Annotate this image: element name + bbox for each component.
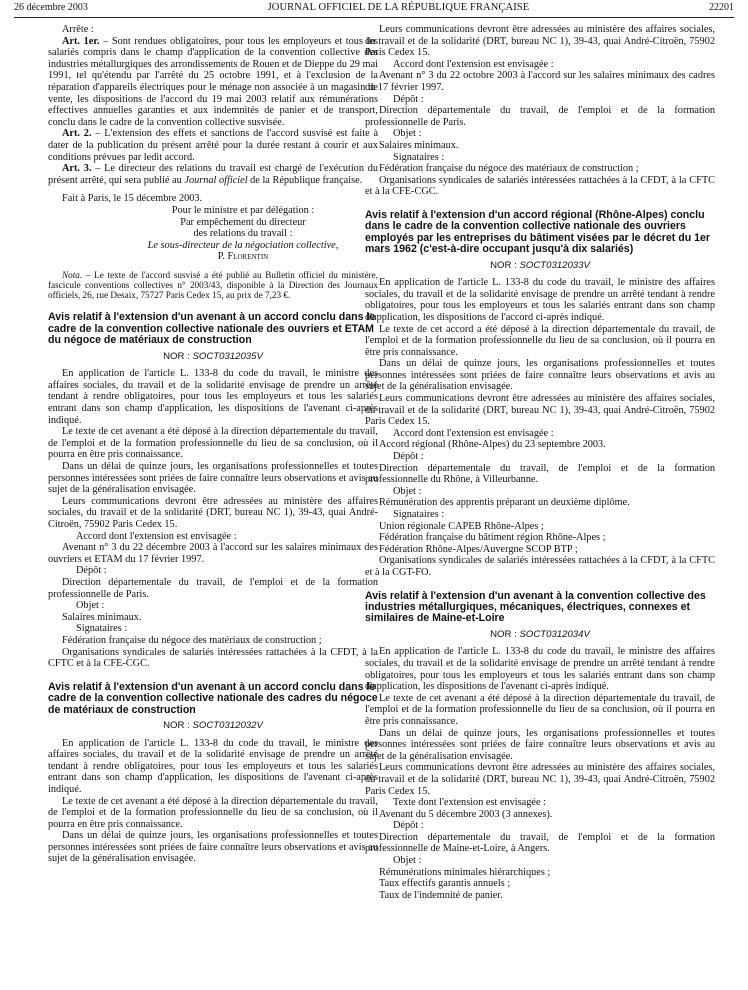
avis-2-paragraph: En application de l'article L. 133-8 du code du travail, le ministre des affaires sociales, du travail et de la solidarité envisage de prendre un arrêté tendant à rendre obligatoires, pour tous les employeurs et tous les salariés entrant dans son champ d'application, les dispositions de l'avenant ci-après indiqué.: [48, 737, 378, 795]
avis-4-objet-item: Rémunérations minimales hiérarchiques ;: [379, 866, 551, 878]
article-3: [48, 163, 378, 186]
avis-2-signataire: Fédération française du négoce des matériaux de construction ;: [379, 163, 639, 175]
avis-1-objet-text: Salaires minimaux.: [62, 611, 142, 623]
avis-3-signataire: Organisations syndicales de salariés intéressées rattachées à la CFDT, à la CFTC et à la CGT-FO.: [365, 555, 715, 578]
header-date: 26 décembre 2003: [14, 2, 88, 13]
left-column: [48, 24, 378, 865]
avis-2-paragraph: Le texte de cet avenant a été déposé à la direction départementale du travail, de l'emploi et de la formation professionnelle du lieu de sa conclusion, où il pourra en être pris connaissance.: [48, 795, 378, 830]
avis-2-title: Avis relatif à l'extension d'un avenant à un accord conclu dans le cadre de la convention collective nationale des cadres du négoce de matériaux de construction: [48, 680, 378, 716]
avis-1-paragraph: Dans un délai de quinze jours, les organisations professionnelles et toutes personnes intéressées sont priées de faire connaître leurs observations et avis au sujet de la généralisation envisagée.: [48, 461, 378, 496]
avis-2-accord-label: Accord dont l'extension est envisagée :: [393, 58, 554, 70]
avis-4-texte-text: Avenant du 5 décembre 2003 (3 annexes).: [379, 808, 553, 820]
avis-3-signataire: Fédération Rhône-Alpes/Auvergne SCOP BTP ;: [379, 543, 578, 555]
avis-4-paragraph: Leurs communications devront être adressées au ministère des affaires sociales, du travail et de la solidarité (DRT, bureau NC 1), 39-43, quai André-Citroën, 75902 Paris Cedex 15.: [365, 762, 715, 797]
avis-3-paragraph: Le texte de cet accord a été déposé à la direction départementale du travail, de l'emploi et de la formation professionnelle du lieu de sa conclusion, où il pourra en être pris connaissance.: [365, 323, 715, 358]
header-journal-title: JOURNAL OFFICIEL DE LA RÉPUBLIQUE FRANÇAISE: [267, 2, 530, 13]
avis-1-paragraph: Le texte de cet avenant a été déposé à la direction départementale du travail, de l'emploi et de la formation professionnelle du lieu de sa conclusion, où il pourra en être pris connaissance.: [48, 426, 378, 461]
article-3-journal: Journal officiel: [184, 174, 248, 186]
avis-4-depot-text: Direction départementale du travail, de l'emploi et de la formation professionnelle de Maine-et-Loire, à Angers.: [365, 831, 715, 855]
avis-3-accord-label: Accord dont l'extension est envisagée :: [393, 427, 554, 439]
avis-3-signataire: Union régionale CAPEB Rhône-Alpes ;: [379, 520, 544, 532]
avis-1-signataire: Fédération française du négoce des matériaux de construction ;: [62, 634, 322, 646]
avis-3-paragraph: Dans un délai de quinze jours, les organisations professionnelles et toutes personnes intéressées sont priées de faire connaître leurs observations et avis au sujet de la généralisation envisagée.: [365, 358, 715, 393]
avis-4-objet-item: Taux de l'indemnité de panier.: [379, 889, 503, 901]
article-1-text: – Sont rendues obligatoires, pour tous les employeurs et tous les salariés compris dans le champ d'application de la convention collective des industries métallurgiques des arrondissements de Rouen et de Dieppe du 29 mai 1991, tel qu'étendu par l'arrêté du 25 octobre 1991, et à l'exclusion de la réparation d'appareils électriques pour le ménage non associée à un magasin de vente, les dispositions de l'accord du 19 mai 2003 relatif aux rémunérations effectives annuelles garanties et aux indemnités de panier et de transport, conclu dans le cadre de la convention collective susvisée.: [48, 35, 378, 128]
avis-4-title: Avis relatif à l'extension d'un avenant à la convention collective des industries métallurgiques, mécaniques, électriques, connexes et similaires de Maine-et-Loire: [365, 589, 706, 625]
avis-3-paragraph: En application de l'article L. 133-8 du code du travail, le ministre des affaires sociales, du travail et de la solidarité envisage de prendre un arrêté tendant à rendre obligatoires, pour tous les employeurs et tous les salariés entrant dans son champ d'application, les dispositions de l'accord ci-après indiqué.: [365, 277, 715, 323]
avis-2-signataires-label: Signataires :: [393, 151, 445, 163]
avis-4-paragraph: En application de l'article L. 133-8 du code du travail, le ministre des affaires sociales, du travail et de la solidarité envisage de prendre un arrêté tendant à rendre obligatoires, pour tous les employeurs et tous les salariés entrant dans son champ d'application, les dispositions de l'avenant ci-après indiqué.: [365, 646, 715, 693]
article-3-text-end: de la République française.: [247, 174, 363, 186]
avis-1-depot-text: Direction départementale du travail, de l'emploi et de la formation professionnelle de Paris.: [48, 576, 378, 600]
article-1-label: Art. 1er.: [62, 35, 100, 47]
avis-3-objet-text: Rémunération des apprentis préparant un deuxième diplôme.: [379, 497, 630, 509]
right-column: [365, 24, 715, 901]
avis-1-paragraph: Leurs communications devront être adressées au ministère des affaires sociales, du travail et de la solidarité (DRT, bureau NC 1), 39-43, quai André-Citroën, 75902 Paris Cedex 15.: [48, 495, 378, 531]
signature-name: P. Florentin: [217, 251, 269, 263]
avis-1-title: Avis relatif à l'extension d'un avenant à un accord conclu dans le cadre de la convention collective nationale des ouvriers et ETAM du négoce de matériaux de construction: [48, 311, 376, 347]
signature-line-2: Par empêchement du directeur: [180, 216, 306, 228]
header-rule: [14, 17, 734, 18]
avis-4-paragraph: Dans un délai de quinze jours, les organisations professionnelles et toutes personnes intéressées sont priées de faire connaître leurs observations et avis au sujet de la généralisation envisagée.: [365, 727, 715, 762]
avis-2-objet-label: Objet :: [393, 128, 422, 140]
avis-3-objet-label: Objet :: [393, 485, 422, 497]
avis-2-depot-label: Dépôt :: [393, 93, 424, 105]
avis-4-depot-label: Dépôt :: [393, 820, 424, 832]
avis-4-objet-item: Taux effectifs garantis annuels ;: [379, 878, 511, 890]
arrete-label: Arrête :: [62, 24, 94, 35]
article-2-label: Art. 2.: [62, 128, 92, 140]
signature-line-1: Pour le ministre et par délégation :: [171, 204, 315, 216]
article-2: [48, 128, 378, 163]
avis-1-accord-label: Accord dont l'extension est envisagée :: [76, 530, 237, 542]
avis-4-paragraph: Le texte de cet avenant a été déposé à la direction départementale du travail, de l'emploi et de la formation professionnelle du lieu de sa conclusion, où il pourra en être pris connaissance.: [365, 692, 715, 727]
avis-2-signataire: Organisations syndicales de salariés intéressées rattachées à la CFDT, à la CFTC et à la CFE-CGC.: [365, 174, 715, 198]
avis-4-objet-label: Objet :: [393, 855, 422, 867]
avis-1-depot-label: Dépôt :: [76, 565, 107, 577]
signature-line-3: des relations du travail :: [193, 228, 293, 240]
article-3-label: Art. 3.: [62, 163, 92, 175]
avis-3-paragraph: Leurs communications devront être adressées au ministère des affaires sociales, du travail et de la solidarité (DRT, bureau NC 1), 39-43, quai André-Citroën, 75902 Paris Cedex 15.: [365, 393, 715, 428]
avis-2-objet-text: Salaires minimaux.: [379, 139, 459, 151]
header-page-number: 22201: [708, 2, 734, 13]
avis-1-paragraph: En application de l'article L. 133-8 du code du travail, le ministre des affaires sociales, du travail et de la solidarité envisage de prendre un arrêté tendant à rendre obligatoires, pour tous les employeurs et tous les salariés entrant dans son champ d'application, les dispositions de l'avenant ci-après indiqué.: [48, 368, 378, 426]
avis-2-nor: NOR : SOCT0312032V: [163, 719, 263, 731]
avis-4-nor: NOR : SOCT0312034V: [490, 628, 590, 640]
avis-3-signataires-label: Signataires :: [393, 509, 445, 520]
nota: Nota. – Le texte de l'accord susvisé a été publié au Bulletin officiel du ministère, fascicule conventions collectives n° 2003/43, disponible à la Direction des Journaux officiels, 26, rue Desaix, 75727 Paris Cedex 15, au prix de 7,23 €.: [48, 269, 378, 301]
avis-1-accord-text: Avenant n° 3 du 22 décembre 2003 à l'accord sur les salaires minimaux des ouvriers et ETAM du 17 février 1997.: [48, 542, 378, 565]
avis-1-objet-label: Objet :: [76, 600, 105, 612]
signature-line-4: Le sous-directeur de la négociation collective,: [147, 239, 339, 251]
avis-3-nor: NOR : SOCT0312033V: [490, 259, 590, 271]
article-1: [48, 36, 378, 129]
fait-a-paris: Fait à Paris, le 15 décembre 2003.: [62, 193, 203, 205]
article-2-text: – L'extension des effets et sanctions de l'accord susvisé est faite à dater de la publication du présent arrêté pour la durée restant à courir et aux conditions prévues par ledit accord.: [48, 128, 379, 163]
avis-1-signataires-label: Signataires :: [76, 623, 128, 635]
article-3-text: – Le directeur des relations du travail est chargé de l'exécution du présent arrêté, qui sera publié au: [48, 163, 379, 186]
avis-3-depot-label: Dépôt :: [393, 451, 424, 463]
avis-2-depot-text: Direction départementale du travail, de l'emploi et de la formation professionnelle de Paris.: [365, 105, 715, 128]
avis-2-paragraph: Leurs communications devront être adressées au ministère des affaires sociales, du travail et de la solidarité (DRT, bureau NC 1), 39-43, quai André-Citroën, 75902 Paris Cedex 15.: [365, 24, 715, 59]
avis-3-signataire: Fédération française du bâtiment région Rhône-Alpes ;: [379, 532, 606, 544]
avis-3-title: Avis relatif à l'extension d'un accord régional (Rhône-Alpes) conclu dans le cadre de la convention collective nationale des ouvriers employés par les entreprises du bâtiment visées par le décret du 1er mars 1962 (c'est-à-dire occupant jusqu'à dix salariés): [365, 208, 711, 256]
avis-3-depot-text: Direction départementale du travail, de l'emploi et de la formation professionnelle du Rhône, à Villeurbanne.: [365, 462, 715, 486]
avis-1-signataire: Organisations syndicales de salariés intéressées rattachées à la CFDT, à la CFTC et à la CFE-CGC.: [48, 646, 378, 670]
avis-1-nor: NOR : SOCT0312035V: [163, 350, 263, 362]
avis-3-accord-text: Accord régional (Rhône-Alpes) du 23 septembre 2003.: [379, 439, 606, 451]
avis-2-accord-text: Avenant n° 3 du 22 octobre 2003 à l'accord sur les salaires minimaux des cadres du 17 février 1997.: [365, 70, 715, 93]
page-header: [14, 2, 734, 18]
avis-4-texte-label: Texte dont l'extension est envisagée :: [393, 797, 546, 809]
avis-2-paragraph: Dans un délai de quinze jours, les organisations professionnelles et toutes personnes intéressées sont priées de faire connaître leurs observations et avis au sujet de la généralisation envisagée.: [48, 830, 378, 865]
